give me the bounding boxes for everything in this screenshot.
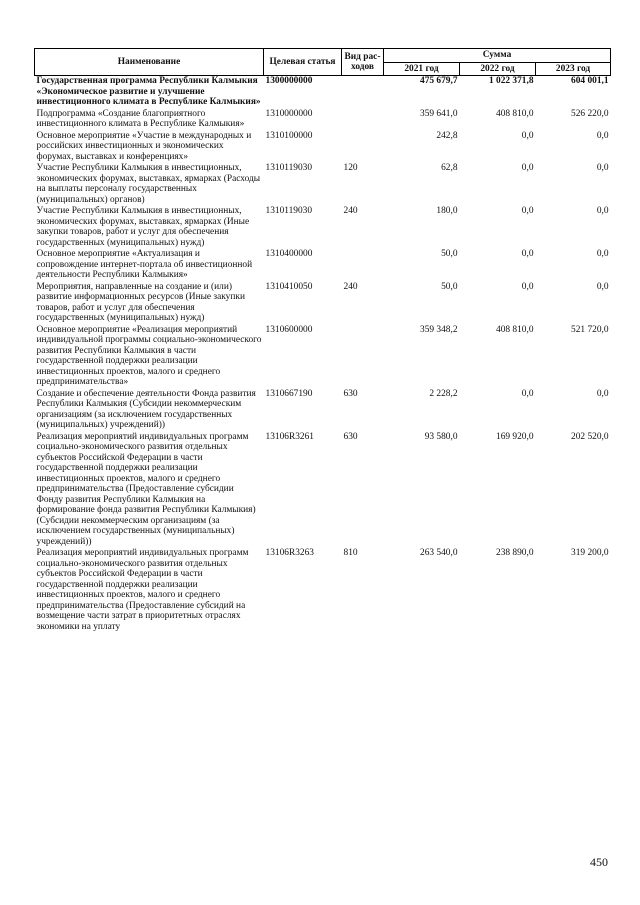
row-code: 1310119030 bbox=[265, 206, 313, 216]
row-2022: 0,0 bbox=[521, 388, 534, 399]
row-2023: 0,0 bbox=[596, 130, 609, 141]
row-2023: 202 520,0 bbox=[571, 431, 609, 442]
row-name: Участие Республики Калмыкия в инвестиционных, экономических форумах, выставках, ярмарках (Иные закупки товаров, работ и услуг для обеспечения государственных (муниципальных) нужд) bbox=[36, 206, 250, 248]
row-2022: 0,0 bbox=[521, 281, 534, 292]
row-2022: 0,0 bbox=[521, 249, 534, 259]
row-code: 1310100000 bbox=[265, 130, 313, 141]
table-row bbox=[35, 163, 611, 206]
row-name: Реализация мероприятий индивидуальных программ социально-экономического развития отдельных субъектов Российской Федерации в части государственной поддержки реализации инвестиционных проектов, малого и среднего предпринимательства (Предоставление субсидии Фонду развития Республики Калмыкия на формирование фонда развития Республики Калмыкия) (Субсидии некоммерческим организациям (за исключением государственных (муниципальных) учреждений)) bbox=[36, 431, 256, 547]
table-row bbox=[35, 282, 611, 325]
row-name: Основное мероприятие «Актуализация и сопровождение интернет-портала об инвестиционной деятельности Республики Калмыкия» bbox=[36, 249, 253, 280]
row-code: 1310667190 bbox=[265, 388, 313, 399]
row-type: 630 bbox=[343, 388, 358, 399]
row-2022: 408 810,0 bbox=[496, 324, 534, 335]
row-name: Основное мероприятие «Реализация мероприятий индивидуальной программы социально-экономического развития Республики Калмыкия в части государственной поддержки реализации инвестиционных проектов, малого и среднего предпринимательства» bbox=[36, 324, 262, 387]
row-type bbox=[342, 131, 384, 164]
table-row bbox=[35, 131, 611, 164]
row-name: Создание и обеспечение деятельности Фонда развития Республики Калмыкия (Субсидии некоммерческим организациям (за исключением государственных (муниципальных) учреждений)) bbox=[36, 388, 256, 430]
row-code: 1310119030 bbox=[265, 163, 313, 173]
row-code: 1300000000 bbox=[265, 76, 313, 86]
table-row bbox=[35, 109, 611, 131]
table-row bbox=[35, 325, 611, 389]
row-code: 13106R3263 bbox=[265, 548, 314, 558]
header-year-2023: 2023 год bbox=[536, 62, 611, 76]
row-code: 1310600000 bbox=[265, 324, 313, 335]
row-2021: 2 228,2 bbox=[429, 388, 458, 399]
row-2022: 0,0 bbox=[521, 163, 534, 173]
row-2023: 604 001,1 bbox=[571, 76, 609, 86]
table-row bbox=[35, 249, 611, 282]
row-2023: 0,0 bbox=[596, 206, 609, 216]
header-year-2021: 2021 год bbox=[384, 62, 460, 76]
table-row bbox=[35, 206, 611, 249]
row-2021: 180,0 bbox=[436, 206, 458, 216]
row-code: 13106R3261 bbox=[265, 431, 314, 442]
row-2021: 93 580,0 bbox=[424, 431, 458, 442]
row-type: 240 bbox=[343, 281, 358, 292]
row-code: 1310400000 bbox=[265, 249, 313, 259]
table-row bbox=[35, 389, 611, 432]
row-code: 1310410050 bbox=[265, 281, 313, 292]
row-type: 240 bbox=[343, 206, 358, 216]
row-2021: 50,0 bbox=[441, 249, 458, 259]
row-2021: 50,0 bbox=[441, 281, 458, 292]
row-type bbox=[342, 325, 384, 389]
row-name: Участие Республики Калмыкия в инвестиционных, экономических форумах, выставках, ярмарках (Расходы на выплаты персоналу государственных (муниципальных) органов) bbox=[36, 163, 261, 205]
row-name: Подпрограмма «Создание благоприятного инвестиционного климата в Республике Калмыкия» bbox=[36, 108, 245, 129]
row-2021: 359 641,0 bbox=[420, 108, 458, 119]
row-2022: 1 022 371,8 bbox=[488, 76, 534, 86]
header-sum: Сумма bbox=[384, 49, 611, 63]
table-row bbox=[35, 432, 611, 549]
row-type: 630 bbox=[343, 431, 358, 442]
row-2023: 0,0 bbox=[596, 249, 609, 259]
header-name: Наименование bbox=[35, 49, 264, 76]
row-2021: 62,8 bbox=[441, 163, 458, 173]
header-expense-type: Вид рас-ходов bbox=[342, 49, 384, 76]
row-name: Государственная программа Республики Калмыкия «Экономическое развитие и улучшение инвестиционного климата в Республике Калмыкия» bbox=[36, 76, 261, 107]
header-year-2022: 2022 год bbox=[460, 62, 536, 76]
row-2021: 263 540,0 bbox=[420, 548, 458, 558]
row-name: Мероприятия, направленные на создание и (или) развитие информационных ресурсов (Иные закупки товаров, работ и услуг для обеспечения государственных (муниципальных) нужд) bbox=[36, 281, 245, 323]
row-2022: 408 810,0 bbox=[496, 108, 534, 119]
row-type bbox=[342, 76, 384, 109]
row-type bbox=[342, 249, 384, 282]
row-2022: 0,0 bbox=[521, 130, 534, 141]
row-2023: 0,0 bbox=[596, 281, 609, 292]
row-2023: 0,0 bbox=[596, 388, 609, 399]
budget-table bbox=[34, 48, 611, 633]
row-name: Основное мероприятие «Участие в международных и российских инвестиционных и экономических форумах, выставках и конференциях» bbox=[36, 130, 252, 162]
row-2023: 526 220,0 bbox=[571, 108, 609, 119]
row-2021: 242,8 bbox=[436, 130, 458, 141]
row-2021: 359 348,2 bbox=[420, 324, 458, 335]
row-code: 1310000000 bbox=[265, 108, 313, 119]
table-row bbox=[35, 76, 611, 109]
row-2022: 169 920,0 bbox=[496, 431, 534, 442]
row-2023: 521 720,0 bbox=[571, 324, 609, 335]
page-number: 450 bbox=[590, 855, 608, 869]
row-name: Реализация мероприятий индивидуальных программ социально-экономического развития отдельных субъектов Российской Федерации в части государственной поддержки реализации инвестиционных проектов, малого и среднего предпринимательства (Предоставление субсидий на возмещение части затрат в приоритетных отраслях экономики на уплату bbox=[36, 548, 249, 632]
row-2021: 475 679,7 bbox=[420, 76, 458, 86]
header-row-1 bbox=[35, 49, 611, 63]
row-2022: 238 890,0 bbox=[496, 548, 534, 558]
row-2023: 0,0 bbox=[596, 163, 609, 173]
row-2023: 319 200,0 bbox=[571, 548, 609, 558]
row-type bbox=[342, 109, 384, 131]
row-2022: 0,0 bbox=[521, 206, 534, 216]
table-row bbox=[35, 548, 611, 633]
row-type: 120 bbox=[343, 163, 358, 173]
row-type: 810 bbox=[343, 548, 358, 558]
header-target-article: Целевая статья bbox=[264, 49, 342, 76]
